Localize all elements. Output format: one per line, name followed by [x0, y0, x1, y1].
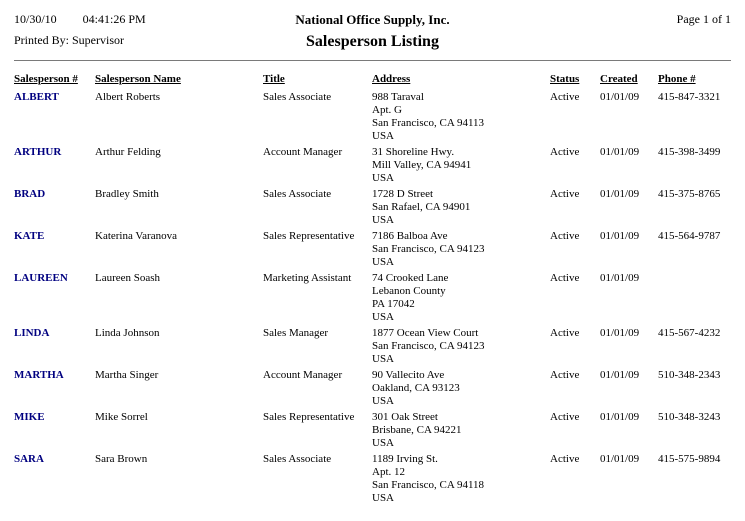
col-created: Created: [600, 73, 638, 85]
page-number: Page 1 of 1: [676, 12, 731, 26]
address-cell: [372, 146, 550, 188]
address-line: 1189 Irving St.: [372, 453, 438, 465]
salesperson-name-cell: Linda Johnson: [95, 327, 160, 339]
title-cell: Account Manager: [263, 369, 343, 381]
col-salesperson-name: Salesperson Name: [95, 73, 181, 85]
address-cell: [372, 327, 550, 369]
company-name: National Office Supply, Inc.: [295, 12, 450, 27]
salesperson-name-cell: Laureen Soash: [95, 272, 161, 284]
address-line: 7186 Balboa Ave: [372, 230, 448, 242]
table-row: [14, 327, 731, 369]
status-cell: Active: [550, 146, 580, 158]
phone-cell: 510-348-3243: [658, 411, 721, 423]
table-row: [14, 272, 731, 327]
table-row: [14, 411, 731, 453]
status-cell: Active: [550, 91, 580, 103]
table-header-row: [14, 73, 731, 91]
salesperson-id-link[interactable]: ALBERT: [14, 91, 59, 103]
status-cell: Active: [550, 369, 580, 381]
table-row: [14, 188, 731, 230]
address-line: USA: [372, 492, 395, 504]
phone-cell: 415-567-4232: [658, 327, 721, 339]
address-line: 988 Taraval: [372, 91, 424, 103]
salesperson-id-link[interactable]: LAUREEN: [14, 272, 68, 284]
address-cell: [372, 91, 550, 146]
salesperson-id-link[interactable]: KATE: [14, 230, 45, 242]
salesperson-id-link[interactable]: MARTHA: [14, 369, 64, 381]
address-line: San Francisco, CA 94113: [372, 117, 485, 129]
table-row: [14, 146, 731, 188]
report-header-center: [14, 10, 731, 51]
salesperson-id-link[interactable]: LINDA: [14, 327, 50, 339]
col-address: Address: [372, 73, 411, 85]
created-cell: 01/01/09: [600, 146, 640, 158]
address-line: Oakland, CA 93123: [372, 382, 460, 394]
table-row: [14, 453, 731, 508]
title-cell: Marketing Assistant: [263, 272, 352, 284]
created-cell: 01/01/09: [600, 453, 640, 465]
status-cell: Active: [550, 230, 580, 242]
title-cell: Sales Associate: [263, 188, 332, 200]
salesperson-id-cell: [14, 327, 95, 369]
address-cell: [372, 230, 550, 272]
salesperson-name-cell: Martha Singer: [95, 369, 159, 381]
created-cell: 01/01/09: [600, 91, 640, 103]
address-line: 301 Oak Street: [372, 411, 438, 423]
address-line: USA: [372, 256, 395, 268]
address-cell: [372, 369, 550, 411]
report-header: [14, 10, 731, 61]
salesperson-name-cell: Mike Sorrel: [95, 411, 148, 423]
salesperson-name-cell: Albert Roberts: [95, 91, 161, 103]
address-line: Mill Valley, CA 94941: [372, 159, 472, 171]
salesperson-id-link[interactable]: MIKE: [14, 411, 45, 423]
address-line: Lebanon County: [372, 285, 446, 297]
salesperson-id-link[interactable]: ARTHUR: [14, 146, 62, 158]
title-cell: Sales Associate: [263, 453, 332, 465]
created-cell: 01/01/09: [600, 188, 640, 200]
created-cell: 01/01/09: [600, 272, 640, 284]
address-line: 1728 D Street: [372, 188, 434, 200]
address-cell: [372, 453, 550, 508]
salesperson-id-cell: [14, 230, 95, 272]
address-line: San Rafael, CA 94901: [372, 201, 471, 213]
address-line: USA: [372, 395, 395, 407]
col-status: Status: [550, 73, 580, 85]
listing-table: [14, 73, 731, 508]
created-cell: 01/01/09: [600, 327, 640, 339]
printed-by: Printed By: Supervisor: [14, 33, 124, 47]
title-cell: Sales Associate: [263, 91, 332, 103]
status-cell: Active: [550, 188, 580, 200]
salesperson-id-link[interactable]: SARA: [14, 453, 44, 465]
salesperson-name-cell: Sara Brown: [95, 453, 148, 465]
title-cell: Sales Manager: [263, 327, 329, 339]
address-line: San Francisco, CA 94123: [372, 340, 485, 352]
col-phone: Phone #: [658, 73, 696, 85]
phone-cell: 415-575-9894: [658, 453, 721, 465]
address-line: USA: [372, 214, 395, 226]
page-title: Salesperson Listing: [306, 33, 439, 50]
report-date: 10/30/10: [14, 12, 57, 26]
col-salesperson-id: Salesperson #: [14, 73, 78, 85]
address-cell: [372, 272, 550, 327]
address-line: USA: [372, 311, 395, 323]
address-cell: [372, 188, 550, 230]
address-line: San Francisco, CA 94123: [372, 243, 485, 255]
salesperson-id-link[interactable]: BRAD: [14, 188, 46, 200]
address-line: 74 Crooked Lane: [372, 272, 449, 284]
report-time: 04:41:26 PM: [82, 12, 146, 26]
salesperson-id-cell: [14, 146, 95, 188]
phone-cell: [658, 272, 731, 327]
address-line: USA: [372, 437, 395, 449]
salesperson-id-cell: [14, 272, 95, 327]
salesperson-id-cell: [14, 453, 95, 508]
title-cell: Sales Representative: [263, 230, 355, 242]
salesperson-id-cell: [14, 91, 95, 146]
status-cell: Active: [550, 411, 580, 423]
table-row: [14, 91, 731, 146]
title-cell: Sales Representative: [263, 411, 355, 423]
status-cell: Active: [550, 272, 580, 284]
phone-cell: 415-847-3321: [658, 91, 721, 103]
title-cell: Account Manager: [263, 146, 343, 158]
created-cell: 01/01/09: [600, 230, 640, 242]
salesperson-name-cell: Bradley Smith: [95, 188, 159, 200]
table-row: [14, 230, 731, 272]
salesperson-id-cell: [14, 369, 95, 411]
address-line: 1877 Ocean View Court: [372, 327, 479, 339]
address-line: Brisbane, CA 94221: [372, 424, 462, 436]
address-line: 90 Vallecito Ave: [372, 369, 445, 381]
address-line: 31 Shoreline Hwy.: [372, 146, 455, 158]
address-cell: [372, 411, 550, 453]
phone-cell: 415-398-3499: [658, 146, 721, 158]
phone-cell: 415-375-8765: [658, 188, 721, 200]
status-cell: Active: [550, 327, 580, 339]
created-cell: 01/01/09: [600, 369, 640, 381]
status-cell: Active: [550, 453, 580, 465]
salesperson-name-cell: Katerina Varanova: [95, 230, 177, 242]
address-line: PA 17042: [372, 298, 415, 310]
address-line: USA: [372, 130, 395, 142]
address-line: San Francisco, CA 94118: [372, 479, 485, 491]
phone-cell: 415-564-9787: [658, 230, 721, 242]
address-line: Apt. G: [372, 104, 402, 116]
table-body: [14, 91, 731, 508]
col-title: Title: [263, 73, 285, 85]
salesperson-name-cell: Arthur Felding: [95, 146, 161, 158]
phone-cell: 510-348-2343: [658, 369, 721, 381]
address-line: USA: [372, 172, 395, 184]
address-line: Apt. 12: [372, 466, 405, 478]
address-line: USA: [372, 353, 395, 365]
created-cell: 01/01/09: [600, 411, 640, 423]
table-row: [14, 369, 731, 411]
salesperson-id-cell: [14, 188, 95, 230]
salesperson-id-cell: [14, 411, 95, 453]
